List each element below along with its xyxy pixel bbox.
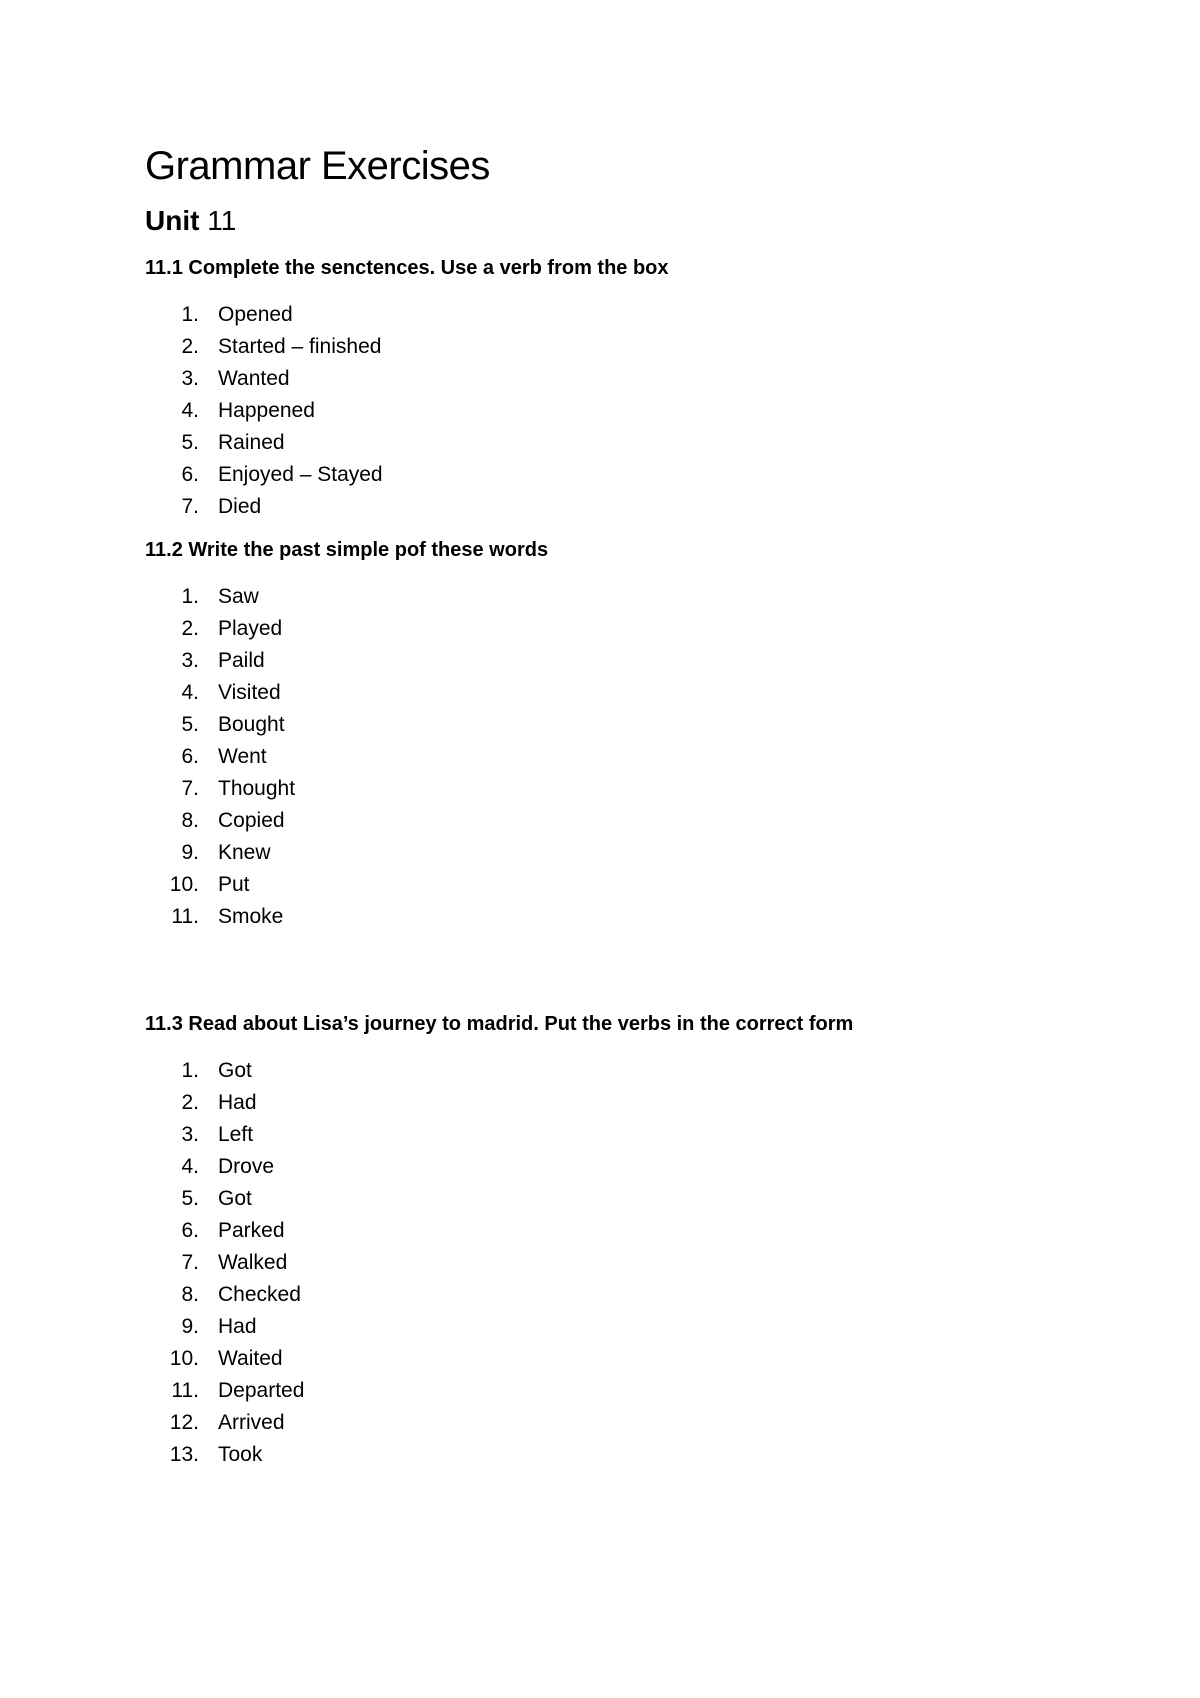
item-answer: Smoke (218, 905, 284, 928)
section-heading: 11.1 Complete the senctences. Use a verb from the box (145, 257, 669, 279)
item-number: 6. (181, 463, 199, 486)
item-answer: Waited (218, 1347, 283, 1370)
exercise-section-11-2 (145, 537, 1105, 933)
item-number: 7. (181, 777, 199, 800)
item-number: 2. (181, 335, 199, 358)
item-answer: Happened (218, 399, 315, 422)
item-number: 3. (181, 649, 199, 672)
list-item (145, 331, 1105, 363)
item-number: 13. (169, 1443, 199, 1466)
item-answer: Had (218, 1091, 257, 1114)
item-number: 5. (181, 713, 199, 736)
item-number: 6. (181, 745, 199, 768)
list-item (145, 1439, 1105, 1471)
list-item (145, 613, 1105, 645)
list-item (145, 363, 1105, 395)
exercise-section-11-1 (145, 255, 1105, 523)
item-number: 11. (171, 905, 199, 928)
item-answer: Went (218, 745, 267, 768)
item-number: 9. (181, 1315, 199, 1338)
item-number: 2. (181, 617, 199, 640)
item-answer: Wanted (218, 367, 290, 390)
item-answer: Paild (218, 649, 265, 672)
document-title: Grammar Exercises (145, 144, 490, 188)
item-answer: Saw (218, 585, 259, 608)
list-item (145, 1407, 1105, 1439)
answer-list (145, 299, 1105, 523)
answer-list (145, 581, 1105, 933)
list-item (145, 427, 1105, 459)
item-answer: Copied (218, 809, 285, 832)
item-number: 3. (181, 1123, 199, 1146)
list-item (145, 395, 1105, 427)
list-item (145, 869, 1105, 901)
list-item (145, 1279, 1105, 1311)
list-item (145, 1119, 1105, 1151)
item-number: 5. (181, 431, 199, 454)
item-number: 10. (169, 1347, 199, 1370)
item-number: 2. (181, 1091, 199, 1114)
list-item (145, 645, 1105, 677)
item-number: 3. (181, 367, 199, 390)
list-item (145, 741, 1105, 773)
item-answer: Walked (218, 1251, 288, 1274)
answer-list (145, 1055, 1105, 1471)
item-answer: Thought (218, 777, 296, 800)
item-answer: Parked (218, 1219, 285, 1242)
item-answer: Departed (218, 1379, 305, 1402)
item-answer: Visited (218, 681, 281, 704)
section-heading: 11.2 Write the past simple pof these words (145, 539, 549, 561)
unit-label: Unit (145, 205, 200, 236)
list-item (145, 299, 1105, 331)
item-number: 1. (181, 303, 199, 326)
item-answer: Took (218, 1443, 263, 1466)
exercise-section-11-3 (145, 1011, 1105, 1471)
item-answer: Died (218, 495, 262, 518)
item-number: 8. (181, 809, 199, 832)
item-number: 1. (181, 1059, 199, 1082)
item-answer: Enjoyed – Stayed (218, 463, 383, 486)
unit-heading (145, 204, 1105, 238)
list-item (145, 1151, 1105, 1183)
list-item (145, 1311, 1105, 1343)
list-item (145, 459, 1105, 491)
item-number: 12. (169, 1411, 199, 1434)
section-heading: 11.3 Read about Lisa’s journey to madrid. Put the verbs in the correct form (145, 1013, 854, 1035)
list-item (145, 901, 1105, 933)
item-number: 7. (181, 495, 199, 518)
item-answer: Put (218, 873, 250, 896)
item-number: 11. (171, 1379, 199, 1402)
item-number: 9. (181, 841, 199, 864)
list-item (145, 491, 1105, 523)
item-answer: Got (218, 1059, 252, 1082)
list-item (145, 677, 1105, 709)
item-answer: Drove (218, 1155, 275, 1178)
list-item (145, 709, 1105, 741)
item-answer: Bought (218, 713, 285, 736)
item-answer: Left (218, 1123, 254, 1146)
item-answer: Rained (218, 431, 285, 454)
list-item (145, 581, 1105, 613)
item-number: 6. (181, 1219, 199, 1242)
unit-number: 11 (207, 205, 237, 236)
item-answer: Arrived (218, 1411, 285, 1434)
item-number: 8. (181, 1283, 199, 1306)
item-answer: Opened (218, 303, 293, 326)
list-item (145, 805, 1105, 837)
item-answer: Played (218, 617, 283, 640)
list-item (145, 1215, 1105, 1247)
list-item (145, 1375, 1105, 1407)
item-number: 10. (169, 873, 199, 896)
item-number: 1. (181, 585, 199, 608)
item-number: 7. (181, 1251, 199, 1274)
item-answer: Checked (218, 1283, 301, 1306)
item-number: 4. (181, 681, 199, 704)
list-item (145, 1247, 1105, 1279)
list-item (145, 837, 1105, 869)
item-number: 4. (181, 399, 199, 422)
list-item (145, 1087, 1105, 1119)
document-page (145, 142, 1105, 1471)
item-answer: Got (218, 1187, 252, 1210)
item-answer: Knew (218, 841, 271, 864)
item-answer: Had (218, 1315, 257, 1338)
list-item (145, 1055, 1105, 1087)
list-item (145, 773, 1105, 805)
list-item (145, 1343, 1105, 1375)
item-answer: Started – finished (218, 335, 382, 358)
list-item (145, 1183, 1105, 1215)
item-number: 5. (181, 1187, 199, 1210)
item-number: 4. (181, 1155, 199, 1178)
